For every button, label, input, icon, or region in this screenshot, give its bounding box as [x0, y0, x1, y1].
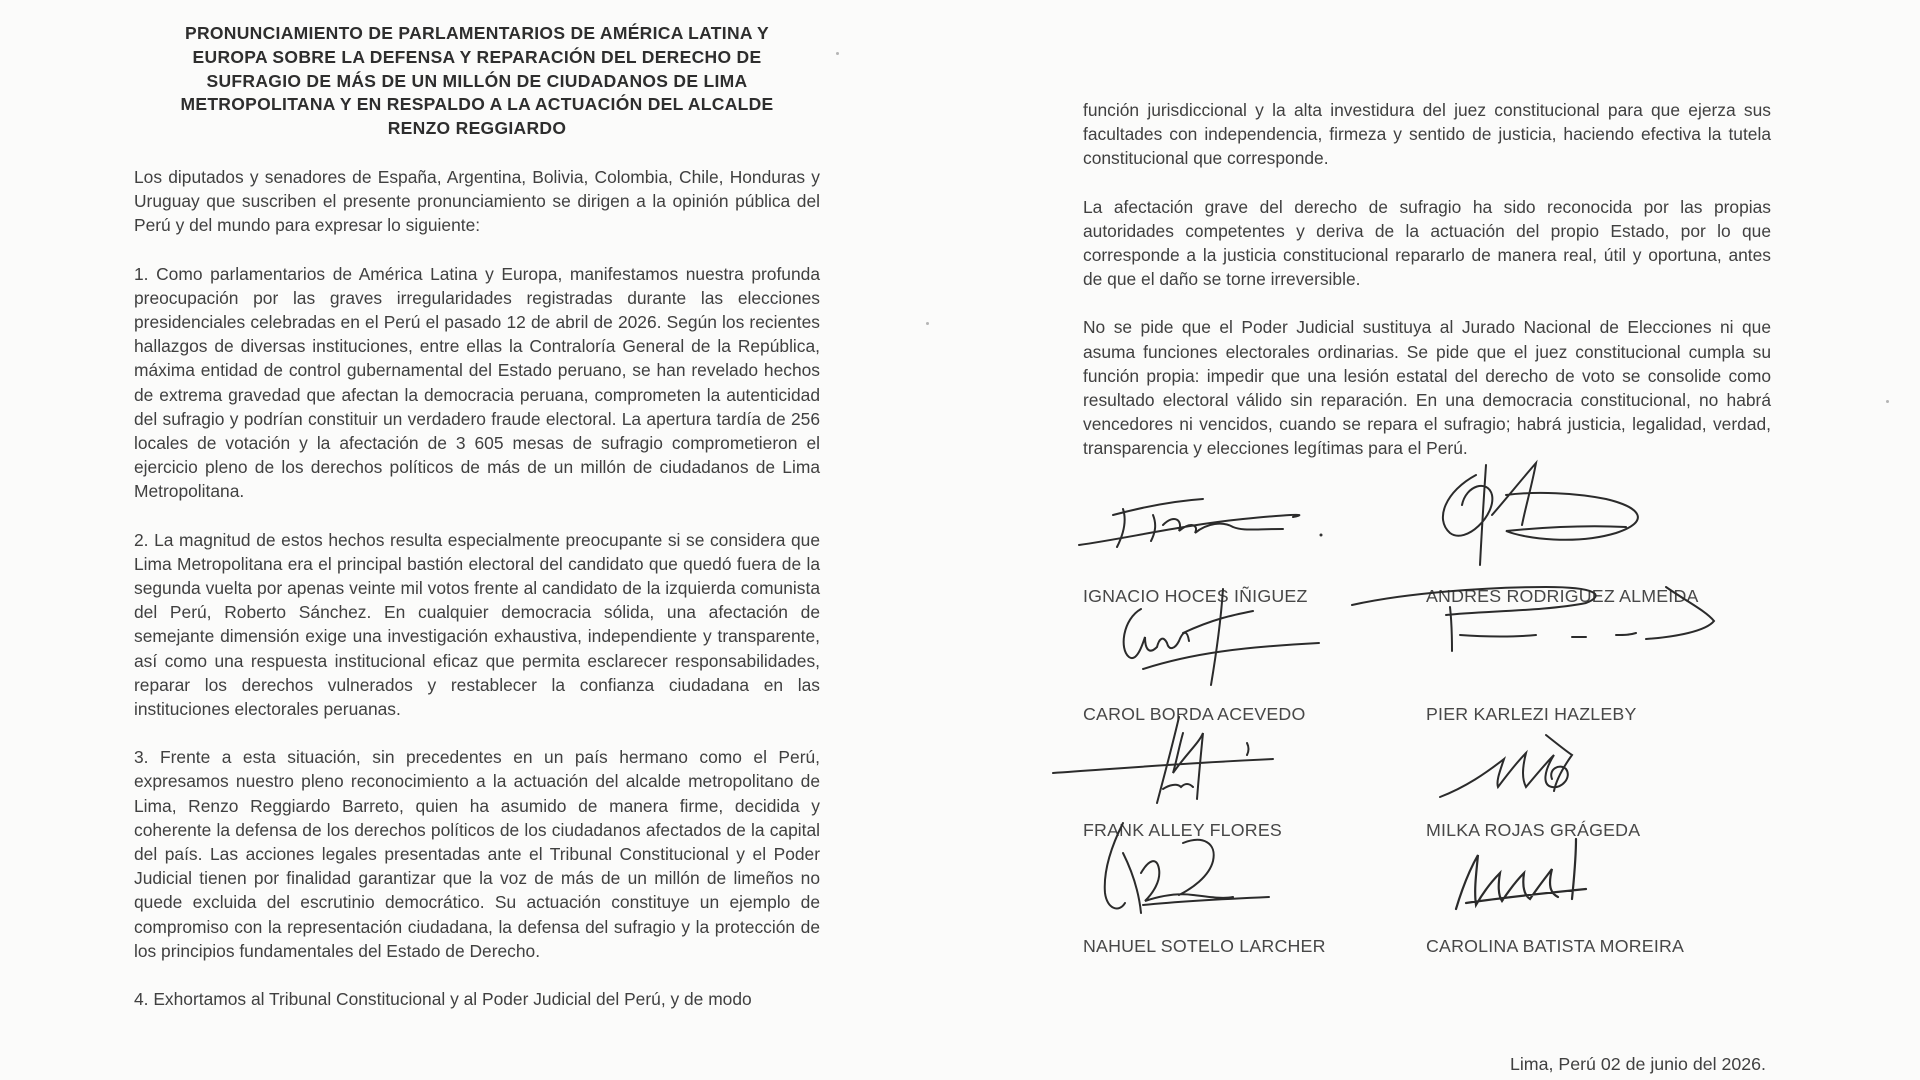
handwritten-signature-icon: [1083, 813, 1343, 923]
document-title: PRONUNCIAMIENTO DE PARLAMENTARIOS DE AMÉRICA LATINA Y EUROPA SOBRE LA DEFENSA Y REPARACIÓN DEL DERECHO DE SUFRAGIO DE MÁS DE UN MILLÓN DE CIUDADANOS DE LIMA METROPOLITANA Y EN RESPALDO A LA ACTUACIÓN DEL ALCALDE RENZO REGGIARDO: [180, 23, 774, 139]
paragraph-continuation: función jurisdiccional y la alta investidura del juez constitucional para que ejerza sus facultades con independencia, firmeza y sentido de justicia, haciendo efectiva la tutela constitucional que corresponde.: [1083, 100, 1771, 169]
signatory-name: CAROL BORDA ACEVEDO: [1083, 703, 1306, 724]
paper-speck: [836, 52, 839, 55]
handwritten-signature-icon: [1053, 703, 1313, 813]
paragraph-4: 4. Exhortamos al Tribunal Constitucional y al Poder Judicial del Perú, y de modo: [134, 989, 752, 1010]
paper-speck: [926, 322, 929, 325]
closing-date: Lima, Perú 02 de junio del 2026.: [1509, 1054, 1766, 1074]
signature-entry: [1083, 485, 1443, 606]
signatory-name: IGNACIO HOCES IÑIGUEZ: [1083, 585, 1308, 606]
paper-speck: [1886, 400, 1889, 403]
handwritten-signature-icon: [1426, 819, 1686, 929]
signatory-name: FRANK ALLEY FLORES: [1083, 819, 1282, 840]
paragraph-affectation: La afectación grave del derecho de sufragio ha sido reconocida por las propias autoridades competentes y deriva de la actuación del propio Estado, por lo que corresponde a la justicia constitucional repararlo de manera real, útil y oportuna, antes de que el daño se torne irreversible.: [1083, 196, 1771, 290]
handwritten-signature-icon: [1426, 455, 1686, 565]
handwritten-signature-icon: [1346, 581, 1766, 681]
handwritten-signature-icon: [1083, 485, 1343, 565]
signature-entry: [1426, 485, 1786, 606]
paragraph-request: No se pide que el Poder Judicial sustituya al Jurado Nacional de Elecciones ni que asuma funciones electorales ordinarias. Se pide que el juez constitucional cumpla su función propia: impedir que una lesión estatal del derecho de voto se consolide como resultado electoral válido sin reparación. En una democracia constitucional, no habrá vencedores ni vencidos, cuando se repara el sufragio; habrá justicia, legalidad, verdad, transparencia y elecciones legítimas para el Perú.: [1083, 317, 1771, 459]
paragraph-intro: Los diputados y senadores de España, Argentina, Bolivia, Colombia, Chile, Honduras y Uruguay que suscriben el presente pronunciamiento se dirigen a la opinión pública del Perú y del mundo para expresar lo siguiente:: [134, 166, 820, 236]
signatory-name: PIER KARLEZI HAZLEBY: [1426, 703, 1637, 724]
paragraph-2: 2. La magnitud de estos hechos resulta especialmente preocupante si se considera que Lima Metropolitana era el principal bastión electoral del candidato que quedó fuera de la segunda vuelta por apenas veinte mil votos frente al candidato de la izquierda comunista del Perú, Roberto Sánchez. En cualquier democracia sólida, una afectación de semejante dimensión exige una investigación exhaustiva, independiente y transparente, así como una respuesta institucional eficaz que permita esclarecer responsabilidades, reparar los derechos vulnerados y restablecer la confianza ciudadana en las instituciones electorales peruanas.: [134, 529, 820, 720]
signatory-name: NAHUEL SOTELO LARCHER: [1083, 935, 1326, 956]
signatory-name: ANDRES RODRIGUEZ ALMEIDA: [1426, 585, 1699, 606]
signature-entry: [1426, 603, 1786, 724]
paragraph-3: 3. Frente a esta situación, sin precedentes en un país hermano como el Perú, expresamos nuestro pleno reconocimiento a la actuación del alcalde metropolitano de Lima, Renzo Reggiardo Barreto, quien ha asumido de manera firme, decidida y coherente la defensa de los derechos políticos de los ciudadanos afectados de la capital del país. Las acciones legales presentadas ante el Tribunal Constitucional y el Poder Judicial tienen por finalidad garantizar que la voz de más de un millón de limeños no quede excluida del escrutinio democrático. Su actuación constituye un ejemplo de compromiso con la representación ciudadana, la defensa del sufragio y la protección de los principios fundamentales del Estado de Derecho.: [134, 747, 820, 961]
signature-entry: [1426, 719, 1786, 840]
paragraph-1: 1. Como parlamentarios de América Latina y Europa, manifestamos nuestra profunda preocupación por las graves irregularidades registradas durante las elecciones presidenciales celebradas en el Perú el pasado 12 de abril de 2026. Según los recientes hallazgos de diversas instituciones, entre ellas la Contraloría General de la República, máxima entidad de control gubernamental del Estado peruano, se han revelado hechos de extrema gravedad que afectan la democracia peruana, comprometen la autenticidad del sufragio y podrían constituir un verdadero fraude electoral. La apertura tardía de 256 locales de votación y la afectación de 3 605 mesas de sufragio comprometieron el ejercicio pleno de los derechos políticos de más de un millón de ciudadanos de Lima Metropolitana.: [134, 263, 820, 502]
handwritten-signature-icon: [1083, 589, 1343, 689]
signature-entry: [1426, 835, 1786, 956]
right-page: [1083, 98, 1771, 965]
signature-entry: [1083, 835, 1443, 956]
left-page: [134, 22, 820, 1011]
signatory-name: CAROLINA BATISTA MOREIRA: [1426, 935, 1685, 956]
signatory-name: MILKA ROJAS GRÁGEDA: [1426, 819, 1641, 840]
handwritten-signature-icon: [1426, 715, 1686, 815]
signature-block: [1083, 485, 1803, 965]
